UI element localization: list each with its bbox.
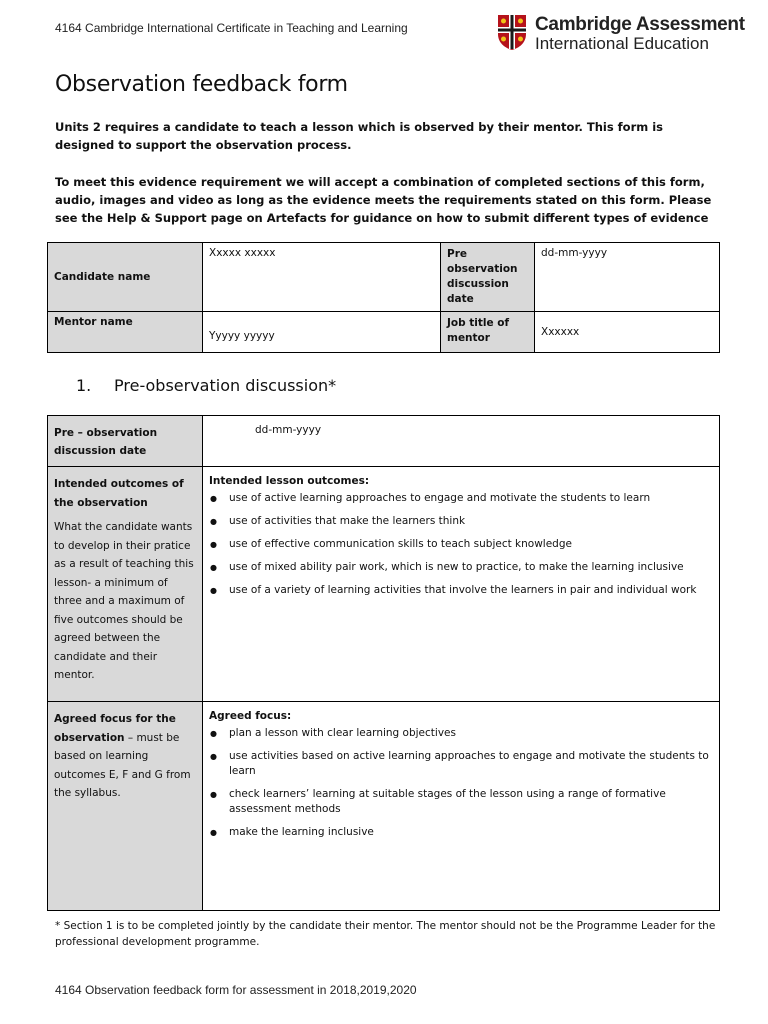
pre-observation-date-value[interactable]: dd-mm-yyyy [535, 243, 720, 312]
list-item: ● plan a lesson with clear learning objectives [229, 726, 713, 741]
job-title-label: Job title of mentor [441, 312, 535, 353]
intended-outcomes-label-cell [48, 467, 203, 702]
list-item: ● use of activities that make the learners think [229, 514, 713, 529]
page-title: Observation feedback form [55, 72, 348, 97]
intended-outcomes-cell[interactable] [203, 467, 720, 702]
list-item: ● use of active learning approaches to engage and motivate the students to learn [229, 491, 713, 506]
agreed-focus-cell[interactable] [203, 702, 720, 911]
details-table [47, 242, 720, 353]
agreed-focus-label-cell [48, 702, 203, 911]
intro-paragraph-1: Units 2 requires a candidate to teach a lesson which is observed by their mentor. This form is designed to support the observation process. [55, 120, 664, 152]
intended-outcomes-heading: Intended lesson outcomes: [209, 475, 370, 487]
pre-observation-date-value-2[interactable]: dd-mm-yyyy [203, 416, 720, 467]
list-item: ● use of a variety of learning activities that involve the learners in pair and individual work [229, 583, 713, 598]
list-item: ● check learners’ learning at suitable stages of the lesson using a range of formative assessment methods [229, 787, 713, 817]
intended-outcomes-list [209, 491, 713, 598]
agreed-focus-list [209, 726, 713, 840]
agreed-focus-heading: Agreed focus: [209, 710, 292, 722]
mentor-name-value[interactable]: Yyyyy yyyyy [203, 312, 441, 353]
mentor-name-label: Mentor name [48, 312, 203, 353]
job-title-value[interactable]: Xxxxxx [535, 312, 720, 353]
intended-outcomes-label: Intended outcomes of the observation [54, 478, 184, 509]
pre-observation-date-label: Pre observation discussion date [441, 243, 535, 312]
section-1-heading [76, 376, 336, 395]
page-footer: 4164 Observation feedback form for assessment in 2018,2019,2020 [55, 983, 417, 997]
list-item: ● use activities based on active learning approaches to engage and motivate the students to learn [229, 749, 713, 779]
section-1-title: Pre-observation discussion* [114, 376, 337, 395]
intended-outcomes-description: What the candidate wants to develop in their pratice as a result of teaching this lesson- a minimum of three and a maximum of five outcomes should be agreed between the candidate and their mentor. [54, 521, 194, 681]
cambridge-logo [497, 14, 745, 54]
section-1-number: 1. [76, 376, 92, 395]
logo-line-2: International Education [535, 34, 709, 53]
intro-paragraph-2: To meet this evidence requirement we will accept a combination of completed sections of this form, audio, images and video as long as the evidence meets the requirements stated on this form. Please see the Help & Support page on Artefacts for guidance on how to submit different types of evidence [55, 175, 712, 225]
candidate-name-label: Candidate name [48, 243, 203, 312]
header-course-title: 4164 Cambridge International Certificate in Teaching and Learning [55, 21, 408, 35]
agreed-focus-description: – must be based on learning outcomes E, F and G from the syllabus. [54, 731, 191, 799]
list-item: ● use of mixed ability pair work, which is new to practice, to make the learning inclusive [229, 560, 713, 575]
list-item: ● use of effective communication skills to teach subject knowledge [229, 537, 713, 552]
cambridge-shield-icon [497, 14, 527, 51]
candidate-name-value[interactable]: Xxxxx xxxxx [203, 243, 441, 312]
pre-observation-date-label-2: Pre – observation discussion date [48, 416, 203, 467]
pre-observation-table [47, 415, 720, 911]
agreed-focus-label: Agreed focus for the observation [54, 713, 176, 744]
logo-line-1: Cambridge Assessment [535, 14, 745, 35]
list-item: ● make the learning inclusive [229, 825, 713, 840]
footnote: * Section 1 is to be completed jointly by the candidate their mentor. The mentor should not be the Programme Leader for the professional development programme. [55, 920, 716, 948]
